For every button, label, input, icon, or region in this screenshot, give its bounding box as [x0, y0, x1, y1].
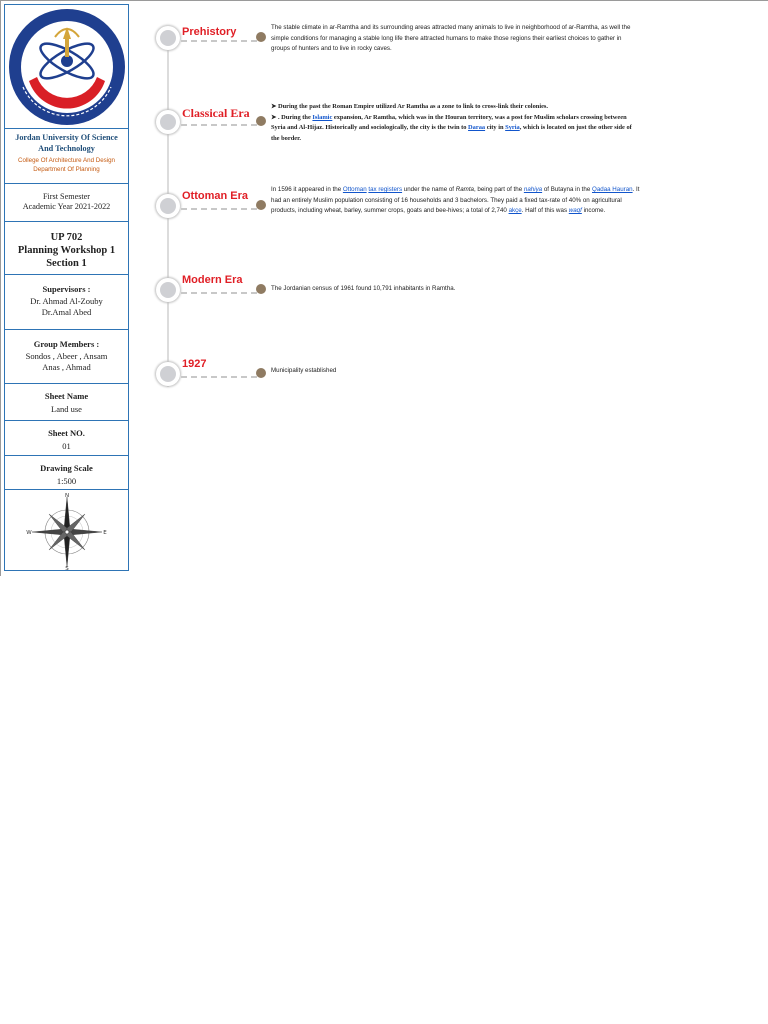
timeline-dot: [256, 368, 266, 378]
timeline-label-classical: Classical Era: [182, 106, 250, 120]
text-run: city in: [485, 124, 506, 131]
timeline-text-1927: Municipality established: [271, 367, 337, 374]
supervisors-label: Supervisors :: [42, 284, 91, 294]
sheet-name-label: Sheet Name: [44, 391, 89, 401]
timeline-node: [156, 26, 180, 50]
university-logo-cell: [5, 5, 128, 129]
course-cell: [5, 222, 128, 275]
text-run: Ramta: [455, 186, 474, 193]
sheet-number-cell: [5, 421, 128, 456]
timeline-label-prehistory: Prehistory: [182, 26, 237, 38]
link-daraa[interactable]: Daraa: [468, 124, 486, 131]
compass-south-label: S: [65, 566, 69, 572]
group-members-line: Anas , Ahmad: [42, 362, 91, 372]
drawing-scale-cell: [5, 456, 128, 490]
link-islamic[interactable]: Islamic: [312, 113, 333, 121]
text-run: , being part of the: [473, 186, 524, 193]
text-run: expansion, Ar Ramtha, which was in the Houran territory, was a post for Muslim scholars crossing between Syria and Al-Hijaz. Historically and sociologically, the city is the twin to: [271, 113, 627, 131]
timeline-node: [156, 110, 180, 134]
university-logo-icon: [7, 7, 127, 127]
timeline-node: [156, 362, 180, 386]
timeline-text-prehistory: The stable climate in ar-Ramtha and its surrounding areas attracted many animals to live in neighborhood of ar-Ramtha, as well the simple conditions for managing a stable long life there attracted humans to make those regions their earliest choices to gather in groups of hunters and to live in rocky caves.: [271, 24, 631, 52]
text-run: income.: [581, 207, 606, 214]
supervisor-name: Dr. Ahmad Al-Zouby: [30, 296, 103, 306]
timeline-label-ottoman: Ottoman Era: [182, 190, 249, 202]
compass-rose-icon: [27, 492, 107, 570]
supervisor-name: Dr.Amal Abed: [41, 307, 92, 317]
timeline-connector: [181, 208, 257, 210]
page-left-edge: [0, 0, 1, 576]
link-tax-registers[interactable]: tax registers: [368, 186, 403, 193]
link-nahiya[interactable]: nahiya: [523, 186, 543, 193]
compass-west-label: W: [26, 530, 32, 536]
timeline-dot: [256, 284, 266, 294]
timeline-connector: [181, 376, 257, 378]
course-section: Section 1: [46, 258, 87, 269]
history-timeline: [150, 12, 650, 392]
link-waqf[interactable]: waqf: [568, 207, 582, 214]
timeline-label-modern: Modern Era: [182, 274, 243, 286]
drawing-scale-label: Drawing Scale: [40, 463, 93, 473]
timeline-dot: [256, 200, 266, 210]
text-run: ➤ . During the: [271, 113, 313, 121]
link-akce[interactable]: akçe: [508, 207, 522, 214]
sheet-number-label: Sheet NO.: [48, 428, 85, 438]
svg-text:١٩٨٦: ١٩٨٦: [99, 65, 111, 71]
sheet-name-cell: [5, 384, 128, 421]
course-name: Planning Workshop 1: [17, 245, 116, 256]
course-code: UP 702: [50, 232, 83, 243]
academic-year: Academic Year 2021-2022: [22, 202, 111, 211]
timeline-dot: [256, 32, 266, 42]
timeline-label-1927: 1927: [182, 358, 207, 370]
sheet-name-value: Land use: [51, 404, 82, 414]
semester-cell: [5, 184, 128, 222]
compass-north-label: N: [64, 493, 70, 499]
timeline-text-modern: The Jordanian census of 1961 found 10,791 inhabitants in Ramtha.: [271, 285, 456, 292]
timeline-connector: [181, 124, 257, 126]
timeline-node: [156, 194, 180, 218]
svg-text:١٩٨٦: ١٩٨٦: [21, 65, 33, 71]
timeline-dot: [256, 116, 266, 126]
link-ottoman[interactable]: Ottoman: [342, 186, 367, 193]
group-members-line: Sondos , Abeer , Ansam: [25, 351, 108, 361]
supervisors-cell: [5, 275, 128, 330]
group-members-label: Group Members :: [33, 339, 100, 349]
compass-cell: [5, 490, 128, 572]
classical-line-1: ➤ During the past the Roman Empire utilized Ar Ramtha as a zone to link to cross-link their colonies.: [271, 103, 549, 110]
university-cell: [5, 129, 128, 184]
timeline-connector: [181, 292, 257, 294]
group-members-cell: [5, 330, 128, 384]
drawing-scale-value: 1:500: [56, 476, 77, 486]
timeline-connector: [181, 40, 257, 42]
university-name: Jordan University Of Science And Technology: [15, 133, 118, 153]
text-run: , which is located on just the other side of the border.: [271, 124, 632, 142]
classical-line-2: [271, 113, 641, 145]
text-run: In 1596 it appeared in the: [271, 186, 343, 193]
college-name: College Of Architecture And Design: [18, 157, 115, 164]
timeline-node: [156, 278, 180, 302]
page-top-edge: [0, 0, 768, 1]
semester: First Semester: [42, 192, 91, 201]
text-run: under the name of: [402, 186, 456, 193]
timeline-text-ottoman: [271, 185, 641, 217]
link-qadaa-hauran[interactable]: Qadaa Hauran: [592, 186, 633, 193]
link-syria[interactable]: Syria: [505, 124, 520, 131]
text-run: . It had an entirely Muslim population consisting of 16 households and 3 bachelors. They paid a fixed tax-rate of 40% on agricultural products, including wheat, barley, summer crops, goats and bee-hives; a total of 2,740: [271, 186, 640, 214]
text-run: . Half of this was: [521, 207, 569, 214]
department-name: Department Of Planning: [33, 166, 100, 173]
compass-east-label: E: [103, 530, 107, 536]
title-block: [4, 4, 129, 571]
sheet-number-value: 01: [62, 441, 71, 451]
text-run: of Butayna in the: [542, 186, 592, 193]
timeline-text-classical: [271, 102, 641, 144]
